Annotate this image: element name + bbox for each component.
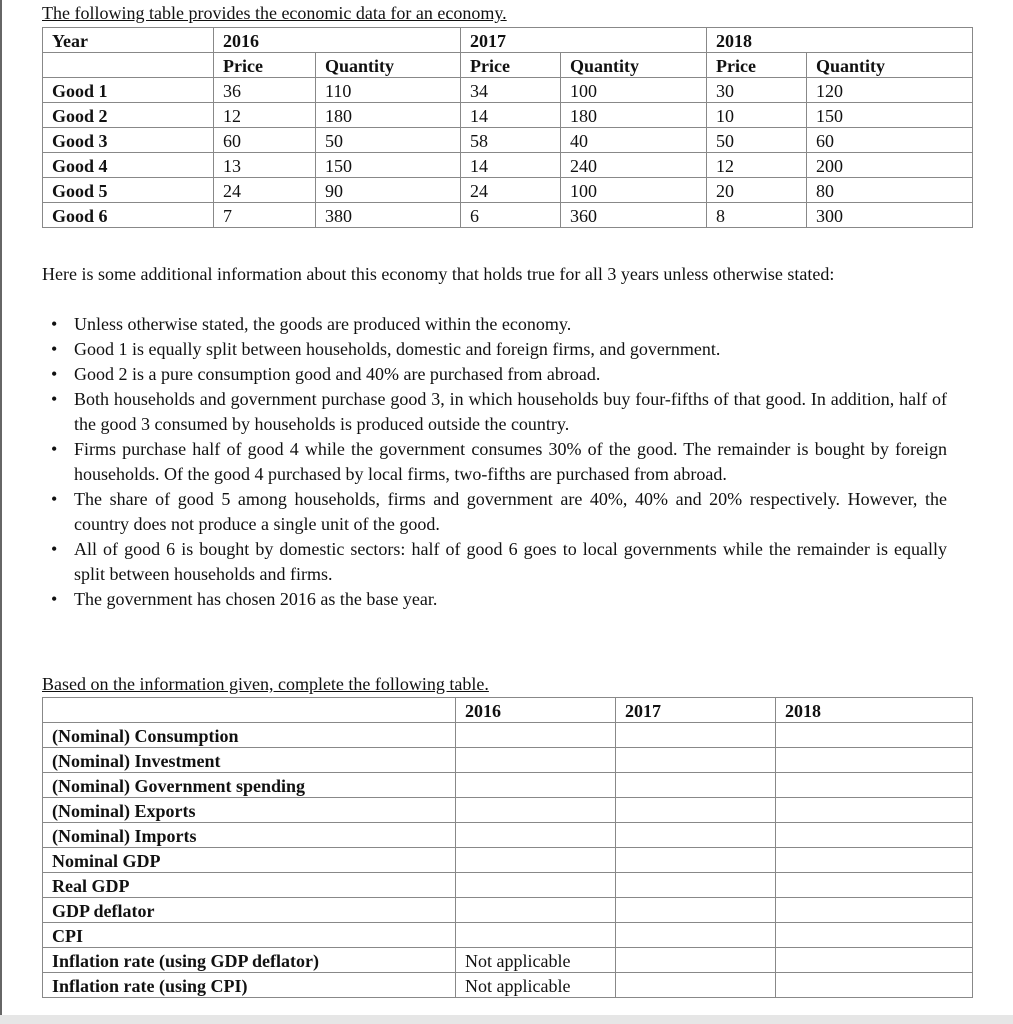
price-cell: 10 bbox=[707, 103, 807, 128]
year-header-2017: 2017 bbox=[461, 28, 707, 53]
price-cell: 8 bbox=[707, 203, 807, 228]
quantity-cell: 100 bbox=[561, 78, 707, 103]
table-row bbox=[43, 78, 973, 103]
bullet-icon: • bbox=[51, 489, 58, 509]
header-row-columns bbox=[43, 53, 973, 78]
year-header: Year bbox=[43, 28, 214, 53]
row-label: (Nominal) Government spending bbox=[43, 773, 456, 798]
quantity-cell: 80 bbox=[807, 178, 973, 203]
row-label: Inflation rate (using CPI) bbox=[43, 973, 456, 998]
answer-cell-2018[interactable] bbox=[776, 923, 973, 948]
answer-cell-2018[interactable] bbox=[776, 798, 973, 823]
economic-data-table bbox=[42, 27, 973, 228]
answer-cell-2018[interactable] bbox=[776, 898, 973, 923]
row-label: Nominal GDP bbox=[43, 848, 456, 873]
price-cell: 12 bbox=[214, 103, 316, 128]
answer-cell-2017[interactable] bbox=[616, 823, 776, 848]
quantity-cell: 60 bbox=[807, 128, 973, 153]
quantity-cell: 150 bbox=[316, 153, 461, 178]
quantity-cell: 300 bbox=[807, 203, 973, 228]
price-header: Price bbox=[707, 53, 807, 78]
answer-cell-2017[interactable] bbox=[616, 798, 776, 823]
bullet-text: Good 2 is a pure consumption good and 40% are purchased from abroad. bbox=[74, 364, 601, 384]
bullet-text: Good 1 is equally split between households, domestic and foreign firms, and government. bbox=[74, 339, 721, 359]
bullet-icon: • bbox=[51, 439, 58, 459]
answer-cell-2018[interactable] bbox=[776, 873, 973, 898]
table-row bbox=[43, 723, 973, 748]
bullet-item bbox=[42, 312, 947, 337]
quantity-cell: 90 bbox=[316, 178, 461, 203]
additional-info: Here is some additional information about this economy that holds true for all 3 years unless otherwise stated: bbox=[42, 264, 835, 284]
table-row bbox=[43, 823, 973, 848]
quantity-cell: 380 bbox=[316, 203, 461, 228]
table-row bbox=[43, 103, 973, 128]
price-cell: 30 bbox=[707, 78, 807, 103]
quantity-cell: 110 bbox=[316, 78, 461, 103]
good-label: Good 5 bbox=[43, 178, 214, 203]
table-row bbox=[43, 153, 973, 178]
price-cell: 34 bbox=[461, 78, 561, 103]
quantity-cell: 180 bbox=[561, 103, 707, 128]
table-row bbox=[43, 203, 973, 228]
bullet-item bbox=[42, 337, 947, 362]
quantity-cell: 180 bbox=[316, 103, 461, 128]
answer-cell-2016[interactable] bbox=[456, 848, 616, 873]
answer-cell-2018[interactable] bbox=[776, 973, 973, 998]
table-row bbox=[43, 948, 973, 973]
table-row bbox=[43, 798, 973, 823]
bullet-text: Both households and government purchase good 3, in which households buy four-fifths of that good. In addition, half of the good 3 consumed by households is produced outside the country. bbox=[74, 389, 947, 434]
price-cell: 20 bbox=[707, 178, 807, 203]
answer-cell-2017[interactable] bbox=[616, 923, 776, 948]
answer-cell-2016[interactable] bbox=[456, 723, 616, 748]
answer-cell-2018[interactable] bbox=[776, 723, 973, 748]
bullet-icon: • bbox=[51, 364, 58, 384]
price-cell: 14 bbox=[461, 153, 561, 178]
answer-cell-2016[interactable] bbox=[456, 798, 616, 823]
price-cell: 60 bbox=[214, 128, 316, 153]
price-cell: 7 bbox=[214, 203, 316, 228]
answer-cell-2017[interactable] bbox=[616, 898, 776, 923]
quantity-cell: 40 bbox=[561, 128, 707, 153]
row-label: (Nominal) Consumption bbox=[43, 723, 456, 748]
price-header: Price bbox=[214, 53, 316, 78]
answer-cell-2017[interactable] bbox=[616, 748, 776, 773]
table-row bbox=[43, 923, 973, 948]
quantity-header: Quantity bbox=[316, 53, 461, 78]
price-cell: 12 bbox=[707, 153, 807, 178]
bullet-icon: • bbox=[51, 314, 58, 334]
answer-cell-2018[interactable] bbox=[776, 948, 973, 973]
answer-cell-2016: Not applicable bbox=[456, 948, 616, 973]
price-cell: 13 bbox=[214, 153, 316, 178]
answer-cell-2017[interactable] bbox=[616, 948, 776, 973]
price-cell: 36 bbox=[214, 78, 316, 103]
good-label: Good 2 bbox=[43, 103, 214, 128]
good-label: Good 3 bbox=[43, 128, 214, 153]
bullet-text: All of good 6 is bought by domestic sectors: half of good 6 goes to local governments while the remainder is equally split between households and firms. bbox=[74, 539, 947, 584]
table-row bbox=[43, 973, 973, 998]
bullet-icon: • bbox=[51, 539, 58, 559]
header-row-years bbox=[43, 28, 973, 53]
price-cell: 24 bbox=[214, 178, 316, 203]
answer-cell-2018[interactable] bbox=[776, 823, 973, 848]
answer-cell-2017[interactable] bbox=[616, 973, 776, 998]
info-bullet-list bbox=[42, 312, 947, 612]
year-header-2017: 2017 bbox=[616, 698, 776, 723]
table-row bbox=[43, 848, 973, 873]
good-label: Good 1 bbox=[43, 78, 214, 103]
answer-cell-2016[interactable] bbox=[456, 898, 616, 923]
table-row bbox=[43, 873, 973, 898]
answer-cell-2016[interactable] bbox=[456, 823, 616, 848]
row-label: Inflation rate (using GDP deflator) bbox=[43, 948, 456, 973]
bullet-item bbox=[42, 437, 947, 487]
table-row bbox=[43, 773, 973, 798]
year-header-2016: 2016 bbox=[214, 28, 461, 53]
row-label: (Nominal) Imports bbox=[43, 823, 456, 848]
page-left-border bbox=[0, 0, 2, 1015]
year-header-2018: 2018 bbox=[776, 698, 973, 723]
intro-text: The following table provides the economic data for an economy. bbox=[42, 3, 507, 23]
row-label: CPI bbox=[43, 923, 456, 948]
bullet-item bbox=[42, 487, 947, 537]
quantity-cell: 120 bbox=[807, 78, 973, 103]
row-label: (Nominal) Exports bbox=[43, 798, 456, 823]
bullet-item bbox=[42, 587, 947, 612]
answer-cell-2018[interactable] bbox=[776, 848, 973, 873]
quantity-cell: 100 bbox=[561, 178, 707, 203]
answer-cell-2018[interactable] bbox=[776, 773, 973, 798]
bullet-icon: • bbox=[51, 389, 58, 409]
bullet-text: The share of good 5 among households, firms and government are 40%, 40% and 20% respectively. However, the country does not produce a single unit of the good. bbox=[74, 489, 947, 534]
row-label: GDP deflator bbox=[43, 898, 456, 923]
quantity-cell: 50 bbox=[316, 128, 461, 153]
bullet-item bbox=[42, 362, 947, 387]
table-row bbox=[43, 748, 973, 773]
bullet-icon: • bbox=[51, 339, 58, 359]
year-header-2018: 2018 bbox=[707, 28, 973, 53]
answer-cell-2017[interactable] bbox=[616, 873, 776, 898]
answer-cell-2018[interactable] bbox=[776, 748, 973, 773]
table-row bbox=[43, 898, 973, 923]
quantity-header: Quantity bbox=[807, 53, 973, 78]
empty-header-cell bbox=[43, 53, 214, 78]
bullet-icon: • bbox=[51, 589, 58, 609]
quantity-cell: 200 bbox=[807, 153, 973, 178]
answer-table bbox=[42, 697, 973, 998]
bullet-item bbox=[42, 537, 947, 587]
price-header: Price bbox=[461, 53, 561, 78]
price-cell: 24 bbox=[461, 178, 561, 203]
price-cell: 14 bbox=[461, 103, 561, 128]
answer-cell-2017[interactable] bbox=[616, 848, 776, 873]
table-row bbox=[43, 178, 973, 203]
year-header-2016: 2016 bbox=[456, 698, 616, 723]
answer-cell-2016[interactable] bbox=[456, 873, 616, 898]
task-instruction: Based on the information given, complete the following table. bbox=[42, 674, 489, 694]
good-label: Good 4 bbox=[43, 153, 214, 178]
quantity-cell: 150 bbox=[807, 103, 973, 128]
header-row bbox=[43, 698, 973, 723]
answer-cell-2016[interactable] bbox=[456, 773, 616, 798]
page-bottom-band bbox=[0, 1015, 1013, 1024]
quantity-cell: 360 bbox=[561, 203, 707, 228]
good-label: Good 6 bbox=[43, 203, 214, 228]
answer-cell-2016[interactable] bbox=[456, 923, 616, 948]
bullet-item bbox=[42, 387, 947, 437]
table-row bbox=[43, 128, 973, 153]
price-cell: 50 bbox=[707, 128, 807, 153]
row-label: Real GDP bbox=[43, 873, 456, 898]
bullet-text: Firms purchase half of good 4 while the government consumes 30% of the good. The remainder is bought by foreign households. Of the good 4 purchased by local firms, two-fifths are purchased from abroad. bbox=[74, 439, 947, 484]
answer-cell-2017[interactable] bbox=[616, 723, 776, 748]
answer-cell-2016[interactable] bbox=[456, 748, 616, 773]
answer-cell-2016: Not applicable bbox=[456, 973, 616, 998]
quantity-cell: 240 bbox=[561, 153, 707, 178]
answer-cell-2017[interactable] bbox=[616, 773, 776, 798]
bullet-text: Unless otherwise stated, the goods are produced within the economy. bbox=[74, 314, 572, 334]
price-cell: 58 bbox=[461, 128, 561, 153]
empty-header-cell bbox=[43, 698, 456, 723]
price-cell: 6 bbox=[461, 203, 561, 228]
row-label: (Nominal) Investment bbox=[43, 748, 456, 773]
quantity-header: Quantity bbox=[561, 53, 707, 78]
bullet-text: The government has chosen 2016 as the base year. bbox=[74, 589, 438, 609]
